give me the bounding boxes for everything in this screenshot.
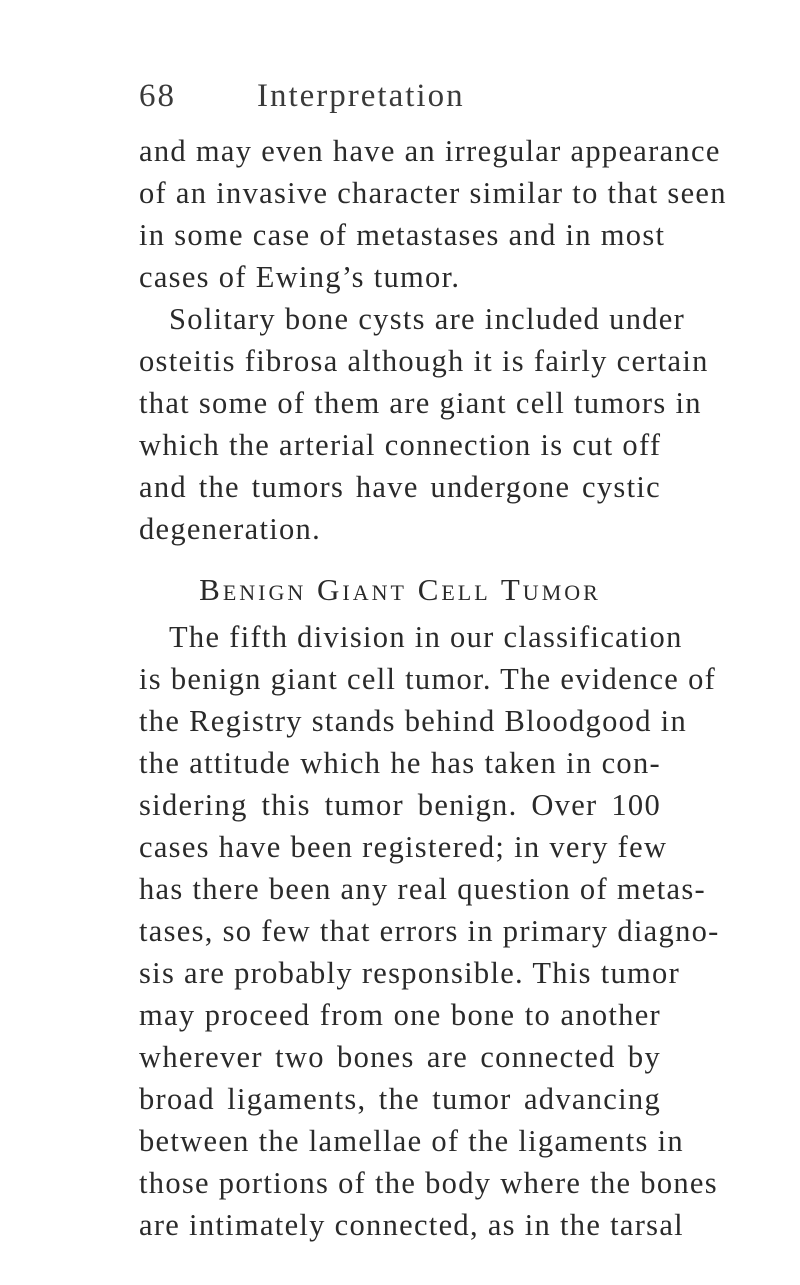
text-line: that some of them are giant cell tumors in [139, 386, 702, 420]
body-text [139, 130, 727, 1246]
text-line: Solitary bone cysts are included under [169, 302, 686, 336]
text-line: osteitis fibrosa although it is fairly certain [139, 344, 709, 378]
text-line: sis are probably responsible. This tumor [139, 956, 681, 990]
paragraph-solitary-bone-cysts [139, 298, 709, 550]
text-line: cases have been registered; in very few [139, 830, 668, 864]
text-line: may proceed from one bone to another [139, 998, 661, 1032]
text-line: which the arterial connection is cut off [139, 428, 662, 462]
paragraph-continuation [139, 130, 727, 298]
running-title: Interpretation [257, 78, 465, 114]
text-line: cases of Ewing’s tumor. [139, 260, 461, 294]
text-line: wherever two bones are connected by [139, 1040, 661, 1074]
text-line: sidering this tumor benign. Over 100 [139, 788, 661, 822]
text-line: broad ligaments, the tumor advancing [139, 1082, 661, 1116]
text-line: tases, so few that errors in primary diagno- [139, 914, 720, 948]
text-line: and the tumors have undergone cystic [139, 470, 661, 504]
text-line: is benign giant cell tumor. The evidence of [139, 662, 717, 696]
text-line: and may even have an irregular appearance [139, 134, 721, 168]
text-line: in some case of metastases and in most [139, 218, 666, 252]
text-line: of an invasive character similar to that seen [139, 176, 727, 210]
text-line: the Registry stands behind Bloodgood in [139, 704, 687, 738]
paragraph-benign-giant-cell-tumor [139, 616, 720, 1246]
text-line: degeneration. [139, 512, 322, 546]
section-heading: Benign Giant Cell Tumor [199, 572, 601, 607]
text-line: the attitude which he has taken in con- [139, 746, 661, 780]
text-line: The fifth division in our classification [169, 620, 683, 654]
page-number: 68 [139, 78, 176, 114]
text-line: are intimately connected, as in the tarsal [139, 1208, 684, 1242]
text-line: has there been any real question of metas- [139, 872, 706, 906]
running-head [139, 78, 659, 126]
text-line: those portions of the body where the bones [139, 1166, 718, 1200]
text-line: between the lamellae of the ligaments in [139, 1124, 684, 1158]
